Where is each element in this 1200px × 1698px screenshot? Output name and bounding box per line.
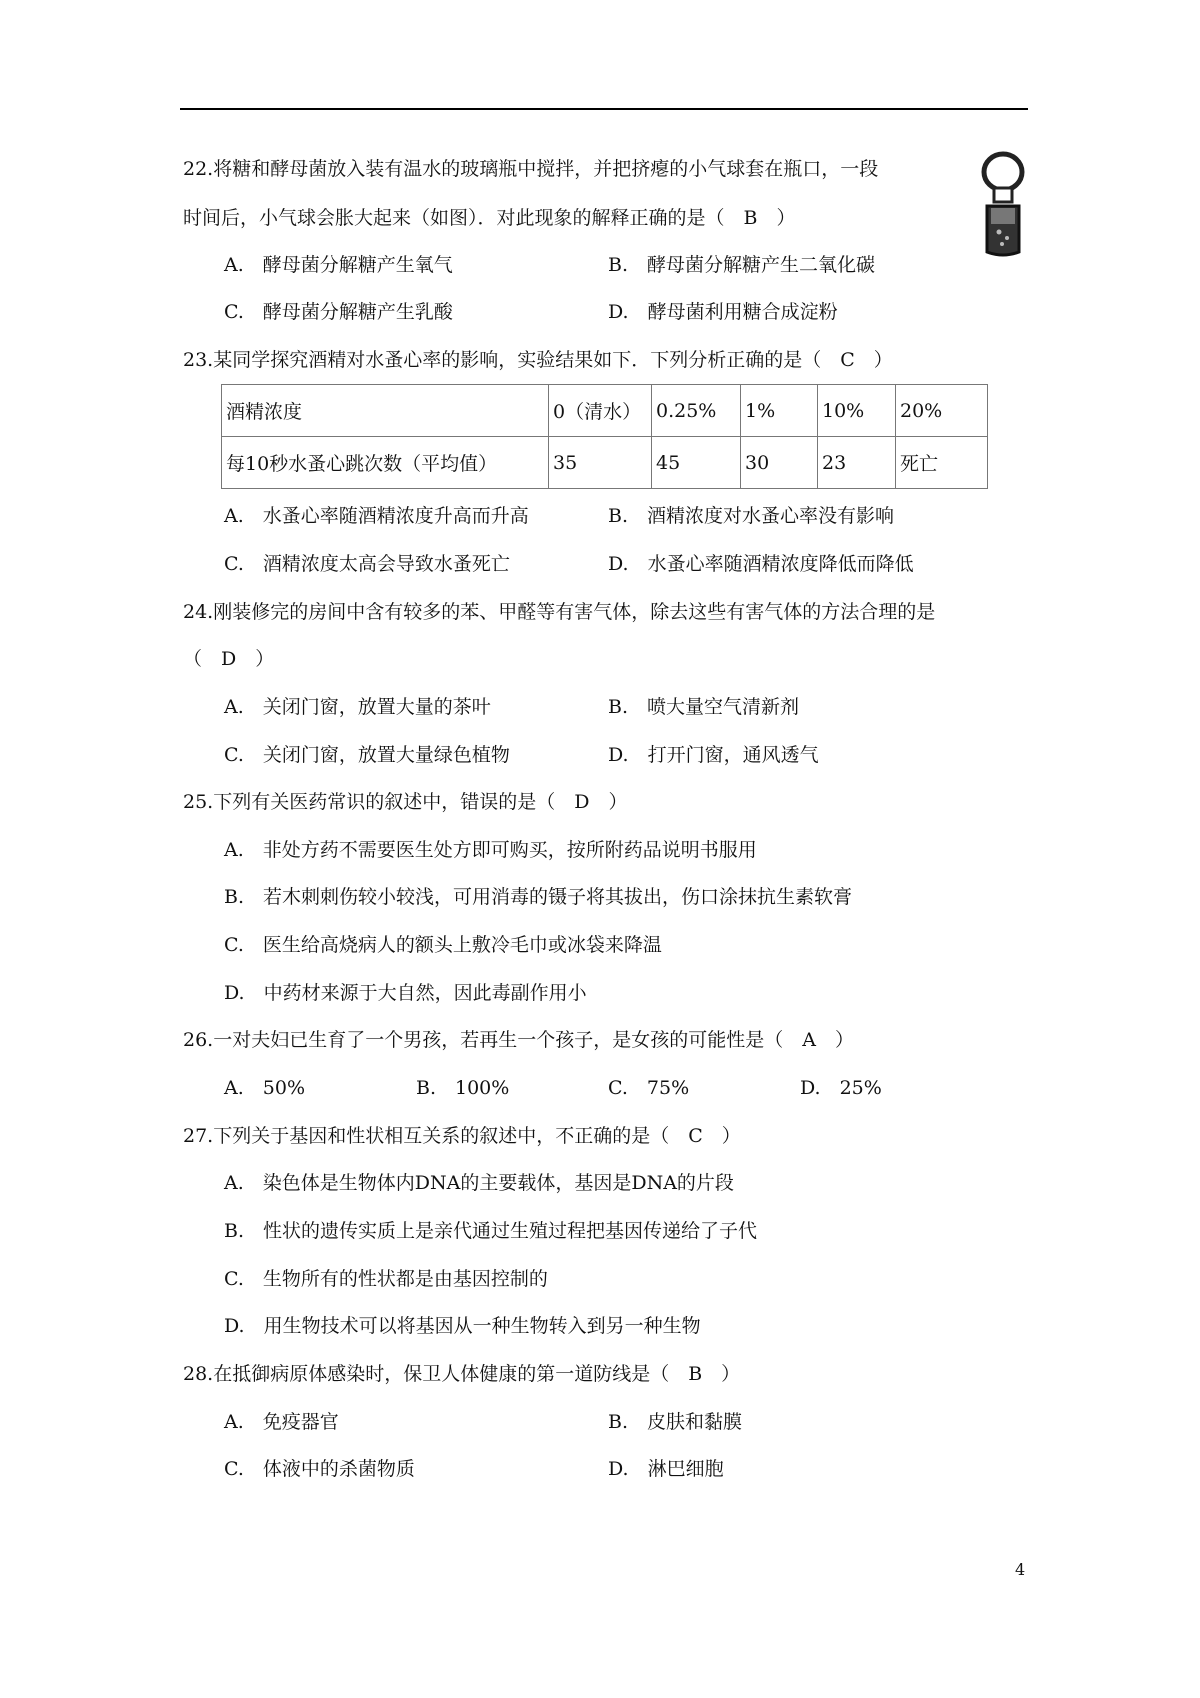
q25-option-c: C. 医生给高烧病人的额头上敷冷毛巾或冰袋来降温 bbox=[224, 934, 662, 956]
q22-option-a: A. 酵母菌分解糖产生氧气 bbox=[224, 254, 453, 276]
table-cell: 45 bbox=[652, 437, 741, 489]
q28-option-d: D. 淋巴细胞 bbox=[608, 1458, 724, 1480]
page-number: 4 bbox=[1015, 1560, 1026, 1579]
table-row bbox=[222, 385, 988, 437]
q27-option-d: D. 用生物技术可以将基因从一种生物转入到另一种生物 bbox=[224, 1315, 701, 1337]
q22-stem-line-1: 22.将糖和酵母菌放入装有温水的玻璃瓶中搅拌，并把挤瘪的小气球套在瓶口，一段 bbox=[183, 158, 879, 180]
q26-option-b: B. 100% bbox=[416, 1077, 510, 1099]
q22-option-b: B. 酵母菌分解糖产生二氧化碳 bbox=[608, 254, 876, 276]
table-row bbox=[222, 437, 988, 489]
table-cell: 0（清水） bbox=[549, 385, 652, 437]
q27-option-c: C. 生物所有的性状都是由基因控制的 bbox=[224, 1268, 548, 1290]
table-cell: 每10秒水蚤心跳次数（平均值） bbox=[222, 437, 549, 489]
q27-option-a: A. 染色体是生物体内DNA的主要载体，基因是DNA的片段 bbox=[224, 1172, 734, 1194]
q26-option-d: D. 25% bbox=[800, 1077, 882, 1099]
q24-stem-line-1: 24.刚装修完的房间中含有较多的苯、甲醛等有害气体，除去这些有害气体的方法合理的是 bbox=[183, 601, 936, 623]
table-cell: 30 bbox=[741, 437, 818, 489]
q22-option-c: C. 酵母菌分解糖产生乳酸 bbox=[224, 301, 453, 323]
table-cell: 23 bbox=[818, 437, 896, 489]
q22-stem-line-2: 时间后，小气球会胀大起来（如图）．对此现象的解释正确的是（ B ） bbox=[183, 207, 796, 229]
q27-option-b: B. 性状的遗传实质上是亲代通过生殖过程把基因传递给了子代 bbox=[224, 1220, 758, 1242]
q28-option-a: A. 免疫器官 bbox=[224, 1411, 339, 1433]
q28-stem-line-1: 28.在抵御病原体感染时，保卫人体健康的第一道防线是（ B ） bbox=[183, 1363, 741, 1385]
q26-option-c: C. 75% bbox=[608, 1077, 690, 1099]
q25-option-d: D. 中药材来源于大自然，因此毒副作用小 bbox=[224, 982, 587, 1004]
header-rule bbox=[180, 108, 1028, 110]
q24-option-b: B. 喷大量空气清新剂 bbox=[608, 696, 800, 718]
q23-option-b: B. 酒精浓度对水蚤心率没有影响 bbox=[608, 505, 895, 527]
table-cell: 酒精浓度 bbox=[222, 385, 549, 437]
q24-option-d: D. 打开门窗，通风透气 bbox=[608, 744, 819, 766]
q26-stem-line-1: 26.一对夫妇已生育了一个男孩，若再生一个孩子，是女孩的可能性是（ A ） bbox=[183, 1029, 854, 1051]
flask-balloon-figure bbox=[975, 150, 1031, 258]
table-cell: 20% bbox=[896, 385, 988, 437]
q28-option-c: C. 体液中的杀菌物质 bbox=[224, 1458, 415, 1480]
q24-stem-line-2: （ D ） bbox=[183, 648, 275, 670]
q27-stem-line-1: 27.下列关于基因和性状相互关系的叙述中，不正确的是（ C ） bbox=[183, 1125, 741, 1147]
table-cell: 死亡 bbox=[896, 437, 988, 489]
q23-option-a: A. 水蚤心率随酒精浓度升高而升高 bbox=[224, 505, 529, 527]
q23-option-d: D. 水蚤心率随酒精浓度降低而降低 bbox=[608, 553, 914, 575]
q24-option-a: A. 关闭门窗，放置大量的茶叶 bbox=[224, 696, 491, 718]
q25-option-b: B. 若木刺刺伤较小较浅，可用消毒的镊子将其拔出，伤口涂抹抗生素软膏 bbox=[224, 886, 853, 908]
q23-option-c: C. 酒精浓度太高会导致水蚤死亡 bbox=[224, 553, 510, 575]
table-cell: 35 bbox=[549, 437, 652, 489]
q25-option-a: A. 非处方药不需要医生处方即可购买，按所附药品说明书服用 bbox=[224, 839, 757, 861]
table-cell: 1% bbox=[741, 385, 818, 437]
table-cell: 10% bbox=[818, 385, 896, 437]
q26-option-a: A. 50% bbox=[224, 1077, 305, 1099]
q25-stem-line-1: 25.下列有关医药常识的叙述中，错误的是（ D ） bbox=[183, 791, 628, 813]
alcohol-heartrate-table bbox=[221, 384, 988, 489]
q28-option-b: B. 皮肤和黏膜 bbox=[608, 1411, 743, 1433]
q22-option-d: D. 酵母菌利用糖合成淀粉 bbox=[608, 301, 838, 323]
q24-option-c: C. 关闭门窗，放置大量绿色植物 bbox=[224, 744, 510, 766]
q23-stem-line-1: 23.某同学探究酒精对水蚤心率的影响，实验结果如下．下列分析正确的是（ C ） bbox=[183, 349, 893, 371]
table-cell: 0.25% bbox=[652, 385, 741, 437]
